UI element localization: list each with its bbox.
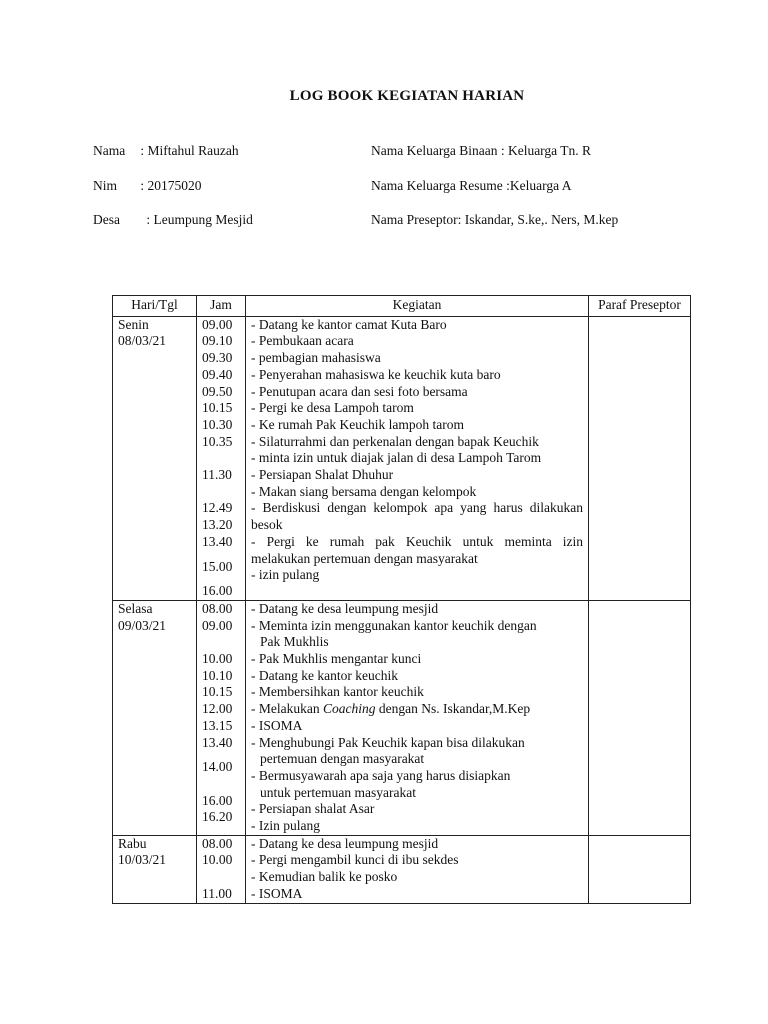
time-entry: 08.00	[202, 835, 233, 851]
activity-item: - ISOMA	[251, 885, 303, 901]
time-entry: 16.00	[202, 792, 233, 808]
day-name: Senin	[118, 316, 149, 332]
time-entry: 08.00	[202, 600, 233, 616]
time-entry: 10.15	[202, 400, 233, 416]
table-header-row	[113, 296, 691, 317]
time-entry: 10.35	[202, 433, 233, 449]
day-cell	[113, 835, 197, 903]
activity-item: - Persiapan shalat Asar	[251, 801, 375, 817]
time-entry: 16.00	[202, 583, 233, 599]
header-paraf: Paraf Preseptor	[589, 296, 691, 317]
info-desa	[93, 212, 253, 228]
activity-item: - Membersihkan kantor keuchik	[251, 684, 424, 700]
activity-item: - Kemudian balik ke posko	[251, 869, 398, 885]
table-row	[113, 316, 691, 600]
day-name: Selasa	[118, 600, 153, 616]
activity-cell	[246, 600, 589, 835]
activity-item: - Izin pulang	[251, 818, 320, 834]
time-entry: 13.20	[202, 517, 233, 533]
table-row	[113, 835, 691, 903]
time-entry: 10.30	[202, 416, 233, 432]
activity-item: - Pergi ke desa Lampoh tarom	[251, 400, 414, 416]
activity-item: - Bermusyawarah apa saja yang harus disiapkan	[251, 767, 511, 783]
activity-item: - Datang ke desa leumpung mesjid	[251, 600, 439, 616]
activity-item: - Berdiskusi dengan kelompok apa yang harus dilakukan besok	[251, 500, 583, 533]
header-hari: Hari/Tgl	[113, 296, 197, 317]
time-entry: 12.49	[202, 500, 233, 516]
time-entry: 11.30	[202, 467, 232, 483]
time-entry: 13.40	[202, 533, 233, 549]
nim-label: Nim	[93, 178, 118, 193]
activity-text-italic: Coaching	[322, 701, 376, 717]
activity-item: - Pergi ke rumah pak Keuchik untuk meminta izin melakukan pertemuan dengan masyarakat	[251, 533, 583, 566]
time-entry: 12.00	[202, 701, 233, 717]
activity-item: - Silaturrahmi dan perkenalan dengan bapak Keuchik	[251, 433, 539, 449]
time-cell	[197, 600, 246, 835]
time-entry: 11.00	[202, 885, 232, 901]
activity-item: - minta izin untuk diajak jalan di desa Lampoh Tarom	[251, 450, 542, 466]
time-entry: 09.00	[202, 316, 233, 332]
desa-label: Desa	[93, 212, 120, 227]
activity-item: - pembagian mahasiswa	[251, 350, 381, 366]
day-cell	[113, 316, 197, 600]
info-keluarga-resume: Nama Keluarga Resume :Keluarga A	[371, 178, 572, 193]
activity-cell	[246, 835, 589, 903]
day-date: 09/03/21	[118, 617, 167, 633]
activity-item: - Pak Mukhlis mengantar kunci	[251, 651, 422, 667]
info-nim	[93, 178, 202, 194]
activity-item: - Meminta izin menggunakan kantor keuchik dengan	[251, 617, 537, 633]
activity-item: - izin pulang	[251, 567, 320, 583]
activity-item: - Penutupan acara dan sesi foto bersama	[251, 383, 468, 399]
time-entry: 13.15	[202, 717, 233, 733]
activity-item: - Penyerahan mahasiswa ke keuchik kuta baro	[251, 366, 501, 382]
day-date: 10/03/21	[118, 852, 167, 868]
nim-value: : 20175020	[140, 178, 202, 193]
log-table	[112, 295, 691, 904]
activity-text: dengan Ns. Iskandar,M.Kep	[378, 701, 531, 717]
table-row	[113, 600, 691, 835]
time-entry: 09.00	[202, 617, 233, 633]
header-jam: Jam	[197, 296, 246, 317]
activity-item-continued: untuk pertemuan masyarakat	[260, 784, 416, 800]
activity-item: - Pembukaan acara	[251, 333, 354, 349]
time-entry: 09.40	[202, 366, 233, 382]
activity-text: - Melakukan	[251, 701, 320, 717]
time-entry: 10.00	[202, 852, 233, 868]
info-preseptor: Nama Preseptor: Iskandar, S.ke,. Ners, M.kep	[371, 212, 619, 227]
time-entry: 09.10	[202, 333, 233, 349]
activity-item: - Menghubungi Pak Keuchik kapan bisa dilakukan	[251, 734, 525, 750]
time-entry: 10.00	[202, 651, 233, 667]
time-entry: 14.00	[202, 759, 233, 775]
info-nama	[93, 143, 239, 159]
activity-cell	[246, 316, 589, 600]
signature-cell	[589, 600, 691, 835]
desa-value: : Leumpung Mesjid	[146, 212, 253, 227]
activity-item: - Persiapan Shalat Dhuhur	[251, 467, 394, 483]
activity-item: - Datang ke desa leumpung mesjid	[251, 835, 439, 851]
info-keluarga-binaan: Nama Keluarga Binaan : Keluarga Tn. R	[371, 143, 592, 158]
activity-item-continued: Pak Mukhlis	[260, 634, 329, 650]
time-entry: 09.30	[202, 350, 233, 366]
time-entry: 10.10	[202, 667, 233, 683]
activity-item	[251, 701, 583, 718]
activity-item-continued: pertemuan dengan masyarakat	[260, 751, 425, 767]
nama-value: : Miftahul Rauzah	[140, 143, 239, 158]
day-cell	[113, 600, 197, 835]
activity-item: - Datang ke kantor camat Kuta Baro	[251, 316, 447, 332]
time-entry: 13.40	[202, 734, 233, 750]
time-cell	[197, 316, 246, 600]
header-kegiatan: Kegiatan	[246, 296, 589, 317]
time-entry: 10.15	[202, 684, 233, 700]
signature-cell	[589, 835, 691, 903]
time-cell	[197, 835, 246, 903]
activity-item: - Pergi mengambil kunci di ibu sekdes	[251, 852, 459, 868]
time-entry: 16.20	[202, 809, 233, 825]
time-entry: 15.00	[202, 558, 233, 574]
page-title: LOG BOOK KEGIATAN HARIAN	[289, 88, 525, 104]
activity-item: - Ke rumah Pak Keuchik lampoh tarom	[251, 416, 464, 432]
activity-item: - Datang ke kantor keuchik	[251, 667, 398, 683]
time-entry: 09.50	[202, 383, 233, 399]
activity-item: - Makan siang bersama dengan kelompok	[251, 483, 477, 499]
day-name: Rabu	[118, 835, 147, 851]
signature-cell	[589, 316, 691, 600]
day-date: 08/03/21	[118, 333, 167, 349]
nama-label: Nama	[93, 143, 126, 158]
activity-item: - ISOMA	[251, 717, 303, 733]
